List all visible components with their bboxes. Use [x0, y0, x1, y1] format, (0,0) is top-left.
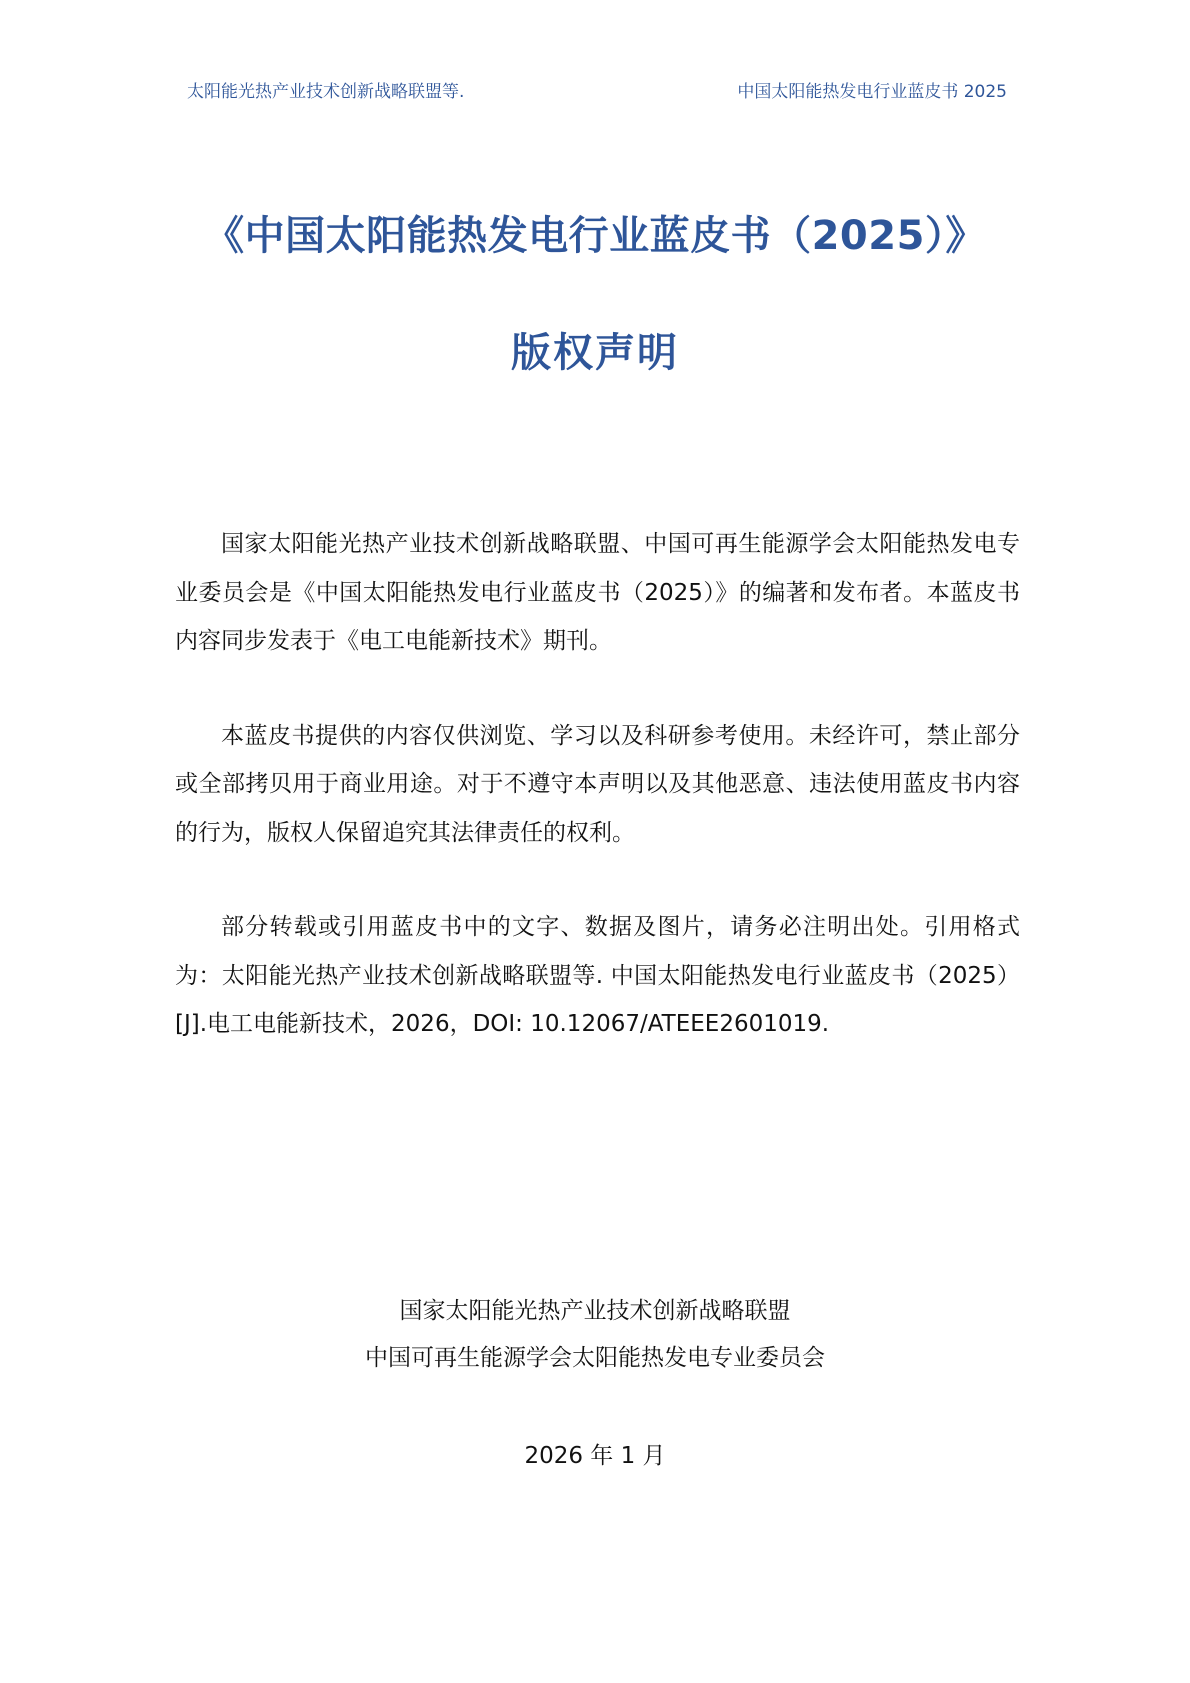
paragraph-publisher: 国家太阳能光热产业技术创新战略联盟、中国可再生能源学会太阳能热发电专业委员会是《中国太阳能热发电行业蓝皮书（2025）》的编著和发布者。本蓝皮书内容同步发表于《电工电能新技术》期刊。: [175, 531, 1020, 654]
document-title: 《中国太阳能热发电行业蓝皮书（2025）》: [204, 213, 986, 259]
signature-block: [0, 1288, 1190, 1382]
paragraph-usage: 本蓝皮书提供的内容仅供浏览、学习以及科研参考使用。未经许可，禁止部分或全部拷贝用于商业用途。对于不遵守本声明以及其他恶意、违法使用蓝皮书内容的行为，版权人保留追究其法律责任的权利。: [175, 722, 1020, 846]
signature-org-2: 中国可再生能源学会太阳能热发电专业委员会: [365, 1345, 825, 1371]
signature-org-1: 国家太阳能光热产业技术创新战略联盟: [399, 1298, 791, 1324]
copyright-body: [175, 520, 1020, 1095]
header-left-text: 太阳能光热产业技术创新战略联盟等.: [187, 82, 465, 102]
document-subtitle: 版权声明: [511, 330, 679, 376]
running-header: [187, 80, 1007, 104]
header-right-text: 中国太阳能热发电行业蓝皮书 2025: [737, 82, 1007, 102]
issue-date: 2026 年 1 月: [524, 1443, 666, 1469]
paragraph-citation: 部分转载或引用蓝皮书中的文字、数据及图片，请务必注明出处。引用格式为：太阳能光热产业技术创新战略联盟等. 中国太阳能热发电行业蓝皮书（2025）[J].电工电能新技术，2026，DOI: 10.12067/ATEEE2601019.: [175, 914, 1020, 1037]
